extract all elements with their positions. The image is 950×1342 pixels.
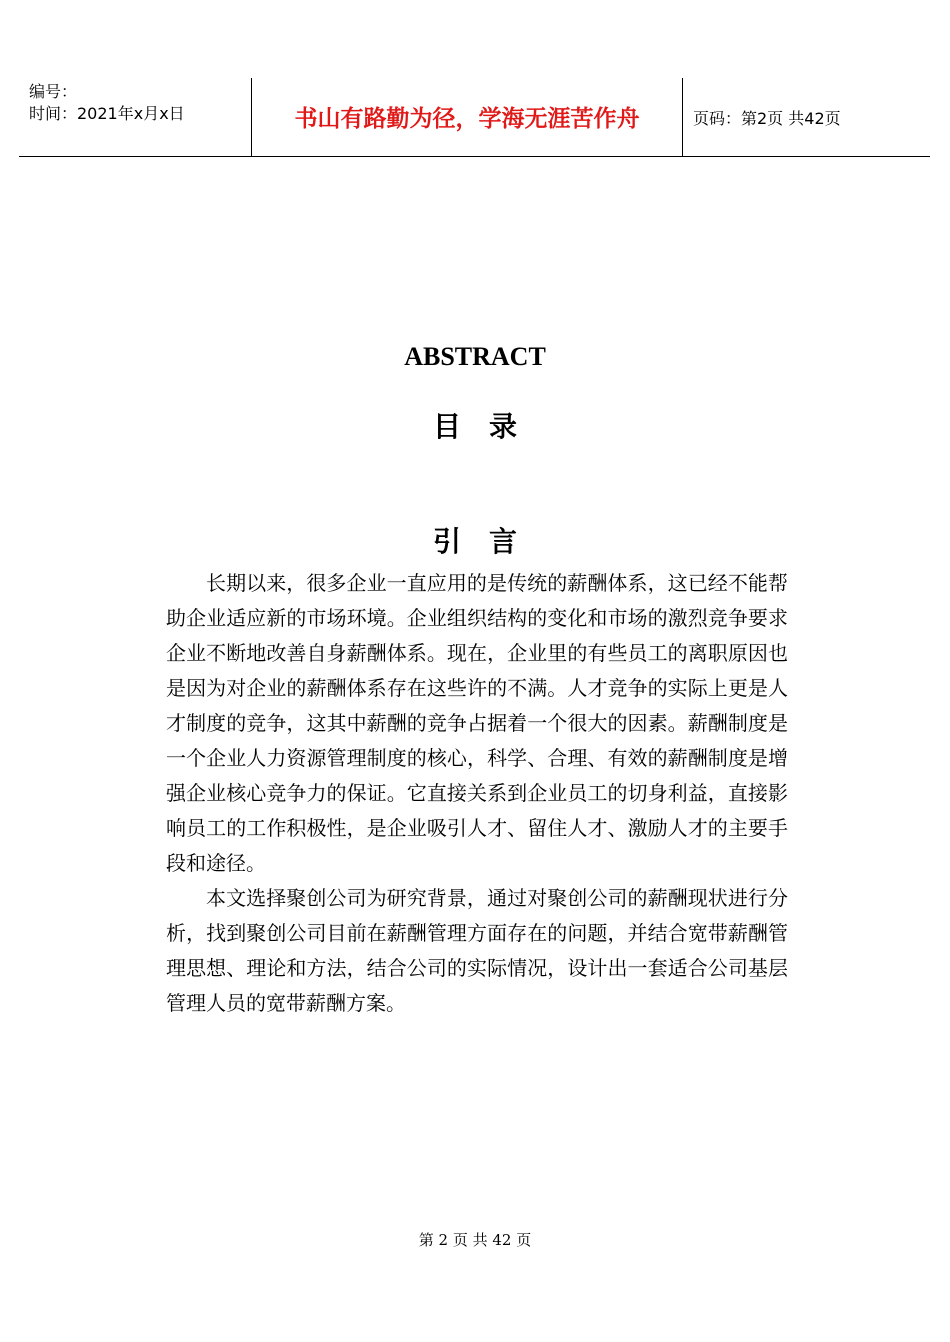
toc-heading: 目录 <box>432 410 545 443</box>
header-page-cell <box>683 78 930 156</box>
header-page-info: 页码：第2页 共42页 <box>693 109 841 128</box>
header-motto-cell <box>251 78 683 156</box>
intro-body <box>166 566 788 1021</box>
document-time-label: 时间：2021年x月x日 <box>29 104 185 123</box>
header-meta-cell <box>19 78 251 156</box>
abstract-heading: ABSTRACT <box>404 342 546 371</box>
header-motto: 书山有路勤为径，学海无涯苦作舟 <box>294 106 640 132</box>
page-header <box>19 78 930 157</box>
document-number-label: 编号： <box>29 82 78 101</box>
intro-paragraph-1: 长期以来，很多企业一直应用的是传统的薪酬体系，这已经不能帮助企业适应新的市场环境。企业组织结构的变化和市场的激烈竞争要求企业不断地改善自身薪酬体系。现在，企业里的有些员工的离职原因也是因为对企业的薪酬体系存在这些许的不满。人才竞争的实际上更是人才制度的竞争，这其中薪酬的竞争占据着一个很大的因素。薪酬制度是一个企业人力资源管理制度的核心，科学、合理、有效的薪酬制度是增强企业核心竞争力的保证。它直接关系到企业员工的切身利益，直接影响员工的工作积极性，是企业吸引人才、留住人才、激励人才的主要手段和途径。 <box>166 571 788 875</box>
intro-paragraph-2: 本文选择聚创公司为研究背景，通过对聚创公司的薪酬现状进行分析，找到聚创公司目前在薪酬管理方面存在的问题，并结合宽带薪酬管理思想、理论和方法，结合公司的实际情况，设计出一套适合公司基层管理人员的宽带薪酬方案。 <box>166 886 788 1015</box>
intro-heading: 引言 <box>432 525 545 558</box>
page-footer: 第 2 页 共 42 页 <box>418 1231 532 1249</box>
